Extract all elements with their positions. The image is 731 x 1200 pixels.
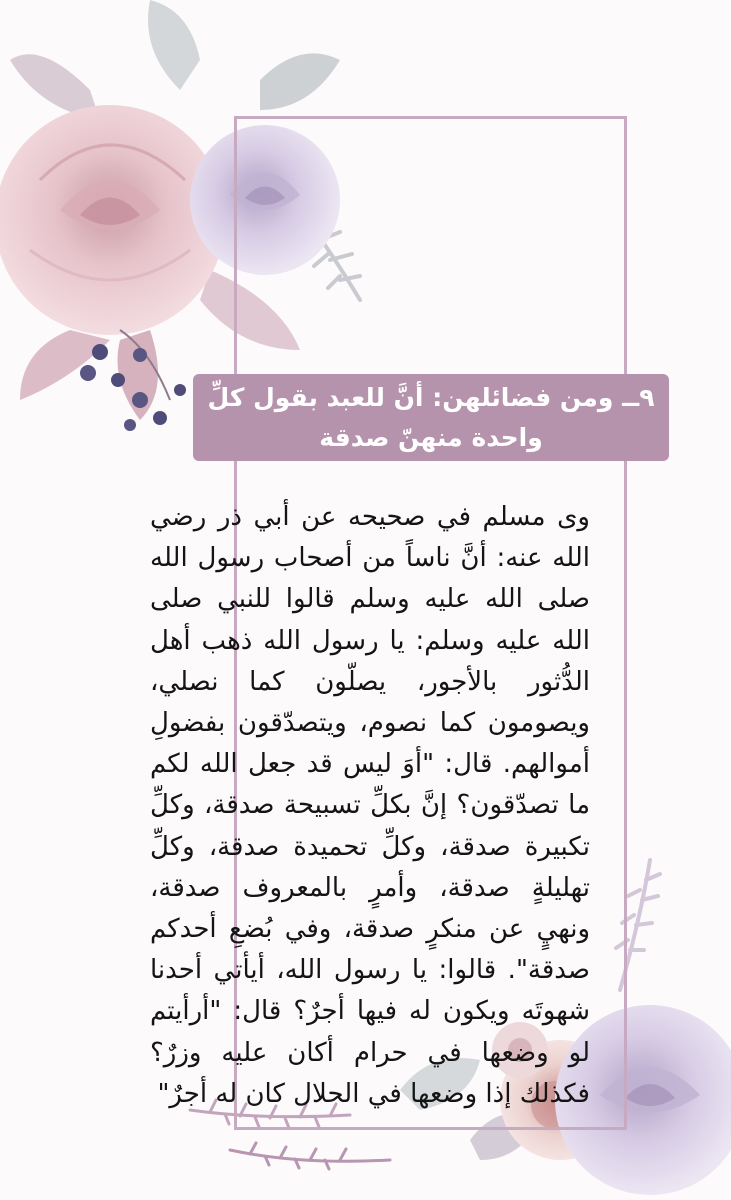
hadith-text: وى مسلم في صحيحه عن أبي ذر رضي الله عنه: أنَّ ناساً من أصحاب رسول الله صلى الله عليه وسلم قالوا للنبي صلى الله عليه وسلم: يا رسول الله ذهب أهل الدُّثور بالأجور، يصلّون كما نصلي، ويصومون كما نصوم، ويتصدّقون بفضولِ أموالهم. قال: "أوَ ليس قد جعل الله لكم ما تصدّقون؟ إنَّ بكلِّ تسبيحة صدقة، وكلِّ تكبيرة صدقة، وكلِّ تحميدة صدقة، وكلِّ تهليلةٍ صدقة، وأمرٍ بالمعروف صدقة، ونهيٍ عن منكرٍ صدقة، وفي بُضعِ أحدكم صدقة". قالوا: يا رسول الله، أيأتي أحدنا شهوتَه ويكون له فيها أجرٌ؟ قال: "أرأيتم لو وضعها في حرام أكان عليه وزرٌ؟ فكذلك إذا وضعها في الحلال كان له أجرٌ" xyxy=(150,502,590,1109)
heading-title: ٩ــ ومن فضائلهن: أنَّ للعبد بقول كلِّ واحدة منهنّ صدقة xyxy=(207,382,655,452)
heading-box xyxy=(193,374,669,461)
